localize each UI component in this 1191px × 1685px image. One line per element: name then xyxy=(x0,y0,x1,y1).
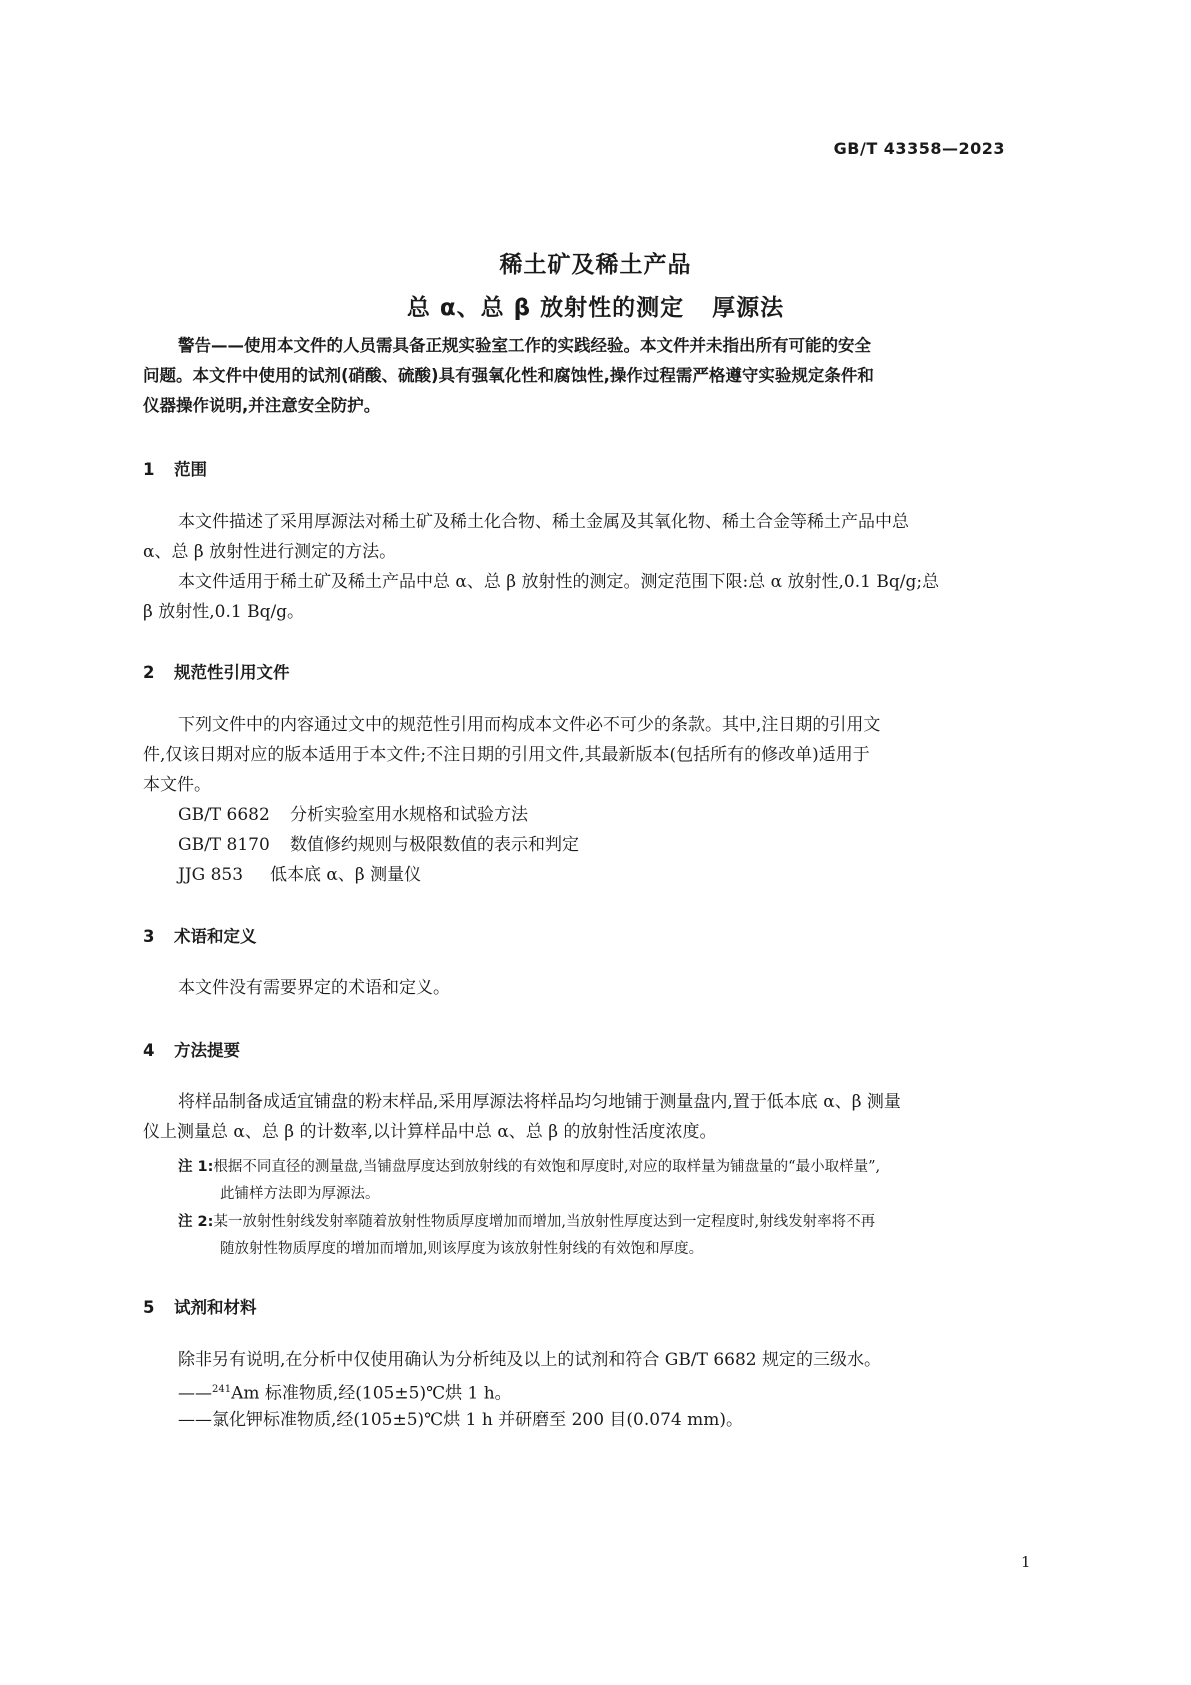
note-text: 根据不同直径的测量盘,当铺盘厚度达到放射线的有效饱和厚度时,对应的取样量为铺盘量的“最小取样量”, xyxy=(213,1159,881,1175)
document-title-line-2 xyxy=(0,289,1191,322)
reference-title: 低本底 α、β 测量仪 xyxy=(270,865,422,885)
warning-paragraph xyxy=(143,331,1061,421)
text-line: 本文件描述了采用厚源法对稀土矿及稀土化合物、稀土金属及其氧化物、稀土合金等稀土产品中总 xyxy=(178,512,909,532)
section-title: 范围 xyxy=(174,460,207,479)
method-paragraph xyxy=(143,1087,1061,1147)
normative-intro xyxy=(143,710,1061,800)
text-line: 除非另有说明,在分析中仅使用确认为分析纯及以上的试剂和符合 GB/T 6682 规定的三级水。 xyxy=(178,1350,882,1370)
text-line: 本文件适用于稀土矿及稀土产品中总 α、总 β 放射性的测定。测定范围下限:总 α 放射性,0.1 Bq/g;总 xyxy=(178,572,940,592)
section-title: 方法提要 xyxy=(174,1041,240,1060)
section-heading-1 xyxy=(143,456,207,480)
section-number: 5 xyxy=(143,1298,155,1317)
text-line: 本文件没有需要界定的术语和定义。 xyxy=(178,978,450,998)
section-title: 规范性引用文件 xyxy=(174,663,290,682)
note-2 xyxy=(178,1209,1061,1263)
reference-item xyxy=(178,800,528,830)
text-line: 下列文件中的内容通过文中的规范性引用而构成本文件必不可少的条款。其中,注日期的引用文 xyxy=(178,715,881,735)
section-heading-4 xyxy=(143,1037,240,1061)
reference-title: 分析实验室用水规格和试验方法 xyxy=(290,805,528,825)
reagents-intro xyxy=(143,1345,1061,1375)
reagent-item xyxy=(178,1375,512,1409)
warning-line: 仪器操作说明,并注意安全防护。 xyxy=(143,396,381,415)
page-number: 1 xyxy=(1021,1553,1031,1571)
reagent-text: Am 标准物质,经(105±5)℃烘 1 h。 xyxy=(231,1383,512,1404)
reference-item xyxy=(178,830,579,860)
section-number: 3 xyxy=(143,927,155,946)
document-code: GB/T 43358—2023 xyxy=(833,139,1005,158)
note-1 xyxy=(178,1154,1061,1208)
reference-code: JJG 853 xyxy=(178,865,244,885)
scope-paragraph-1 xyxy=(143,507,1061,567)
reagent-item xyxy=(178,1405,743,1435)
section-title: 术语和定义 xyxy=(174,927,257,946)
document-title-line-1: 稀土矿及稀土产品 xyxy=(499,252,692,278)
reference-title: 数值修约规则与极限数值的表示和判定 xyxy=(290,835,579,855)
warning-line: 警告——使用本文件的人员需具备正规实验室工作的实践经验。本文件并未指出所有可能的安全 xyxy=(178,336,871,355)
note-label: 注 2: xyxy=(178,1214,214,1230)
section-heading-3 xyxy=(143,923,257,947)
section-number: 1 xyxy=(143,460,155,479)
terms-paragraph xyxy=(143,973,1061,1003)
reference-code: GB/T 6682 xyxy=(178,805,270,825)
title-subject: 总 α、总 β 放射性的测定 xyxy=(406,295,685,321)
title-method: 厚源法 xyxy=(712,295,785,321)
text-line: 件,仅该日期对应的版本适用于本文件;不注日期的引用文件,其最新版本(包括所有的修改单)适用于 xyxy=(143,745,870,765)
note-line xyxy=(178,1154,1061,1181)
scope-paragraph-2 xyxy=(143,567,1061,627)
dash: —— xyxy=(178,1383,212,1404)
section-number: 2 xyxy=(143,663,155,682)
text-line: β 放射性,0.1 Bq/g。 xyxy=(143,602,305,622)
text-line: 将样品制备成适宜铺盘的粉末样品,采用厚源法将样品均匀地铺于测量盘内,置于低本底 α、β 测量 xyxy=(178,1092,901,1112)
reference-item xyxy=(178,860,421,890)
isotope-mass-number: 241 xyxy=(212,1384,232,1395)
warning-line: 问题。本文件中使用的试剂(硝酸、硫酸)具有强氧化性和腐蚀性,操作过程需严格遵守实验规定条件和 xyxy=(143,366,874,385)
note-line xyxy=(178,1209,1061,1236)
section-heading-5 xyxy=(143,1294,257,1318)
section-title: 试剂和材料 xyxy=(174,1298,257,1317)
text-line: α、总 β 放射性进行测定的方法。 xyxy=(143,542,397,562)
reference-code: GB/T 8170 xyxy=(178,835,270,855)
section-heading-2 xyxy=(143,659,290,683)
note-line: 此铺样方法即为厚源法。 xyxy=(220,1186,380,1202)
note-label: 注 1: xyxy=(178,1159,214,1175)
note-line: 随放射性物质厚度的增加而增加,则该厚度为该放射性射线的有效饱和厚度。 xyxy=(220,1241,704,1257)
reagent-text: ——氯化钾标准物质,经(105±5)℃烘 1 h 并研磨至 200 目(0.074 mm)。 xyxy=(178,1410,744,1430)
text-line: 本文件。 xyxy=(143,775,211,795)
note-text: 某一放射性射线发射率随着放射性物质厚度增加而增加,当放射性厚度达到一定程度时,射线发射率将不再 xyxy=(213,1214,876,1230)
text-line: 仪上测量总 α、总 β 的计数率,以计算样品中总 α、总 β 的放射性活度浓度。 xyxy=(143,1122,717,1142)
section-number: 4 xyxy=(143,1041,155,1060)
